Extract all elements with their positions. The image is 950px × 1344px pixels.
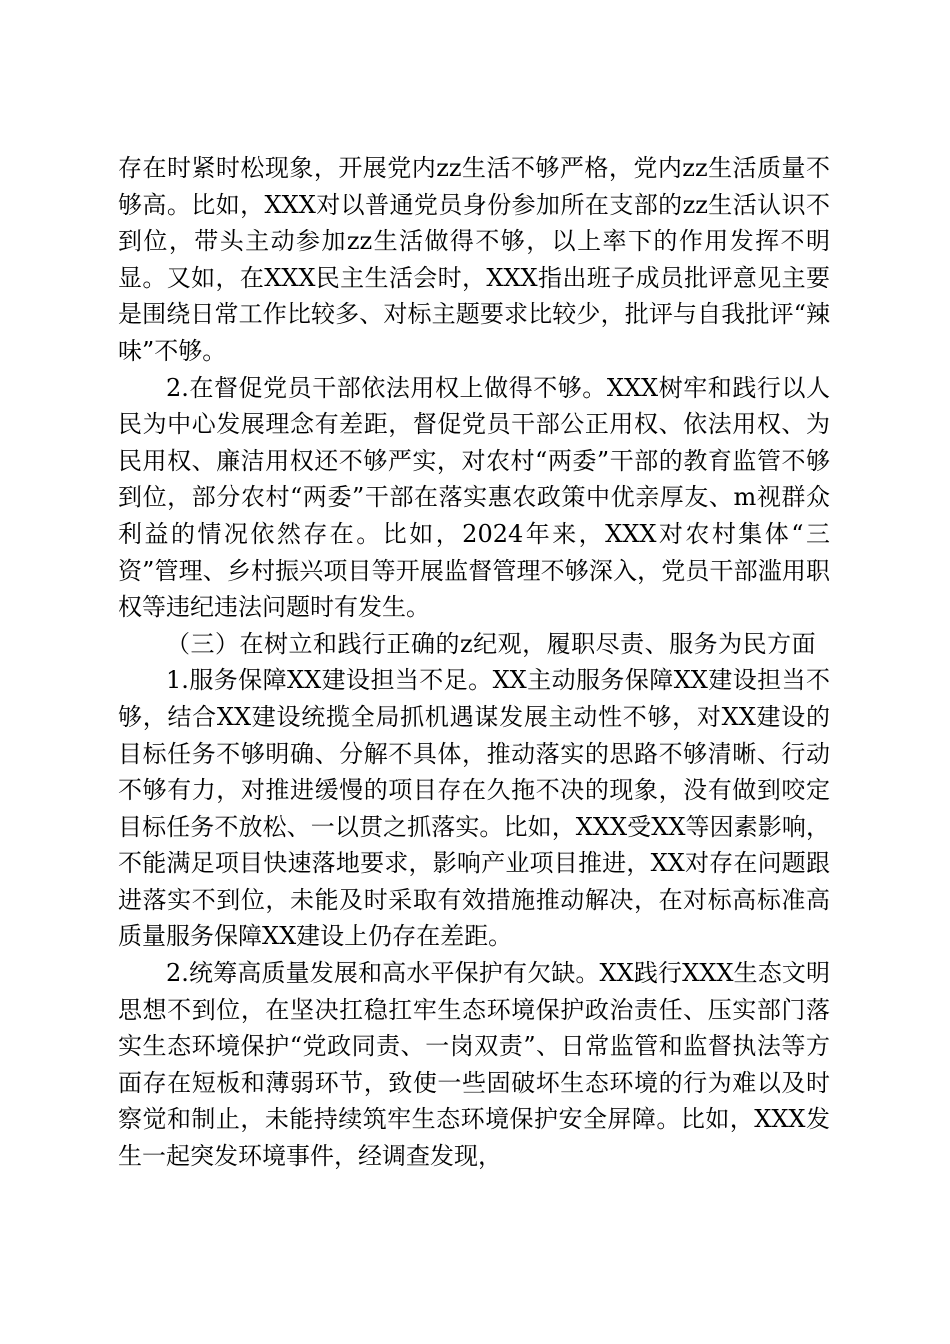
body-paragraph-continued: 存在时紧时松现象，开展党内zz生活不够严格，党内zz生活质量不够高。比如，XXX对以普通党员身份参加所在支部的zz生活认识不到位，带头主动参加zz生活做得不够，以上率下的作用发挥不明显。又如，在XXX民主生活会时，XXX指出班子成员批评意见主要是围绕日常工作比较多、对标主题要求比较少，批评与自我批评“辣味”不够。 — [118, 154, 830, 365]
section-heading-3: （三）在树立和践行正确的z纪观，履职尽责、服务为民方面 — [166, 629, 817, 658]
document-page — [118, 150, 830, 1175]
body-paragraph-point-2: 2.在督促党员干部依法用权上做得不够。XXX树牢和践行以人民为中心发展理念有差距，督促党员干部公正用权、依法用权、为民用权、廉洁用权还不够严实，对农村“两委”干部的教育监管不够到位，部分农村“两委”干部在落实惠农政策中优亲厚友、m视群众利益的情况依然存在。比如，2024年来，XXX对农村集体“三资”管理、乡村振兴项目等开展监督管理不够深入，党员干部滥用职权等违纪违法问题时有发生。 — [118, 373, 830, 622]
body-paragraph-point-3-1: 1.服务保障XX建设担当不足。XX主动服务保障XX建设担当不够，结合XX建设统揽全局抓机遇谋发展主动性不够，对XX建设的目标任务不够明确、分解不具体，推动落实的思路不够清晰、行动不够有力，对推进缓慢的项目存在久拖不决的现象，没有做到咬定目标任务不放松、一以贯之抓落实。比如，XXX受XX等因素影响，不能满足项目快速落地要求，影响产业项目推进，XX对存在问题跟进落实不到位，未能及时采取有效措施推动解决，在对标高标准高质量服务保障XX建设上仍存在差距。 — [118, 666, 830, 951]
body-paragraph-point-3-2: 2.统筹高质量发展和高水平保护有欠缺。XX践行XXX生态文明思想不到位，在坚决扛稳扛牢生态环境保护政治责任、压实部门落实生态环境保护“党政同责、一岗双责”、日常监管和监督执法等方面存在短板和薄弱环节，致使一些固破坏生态环境的行为难以及时察觉和制止，未能持续筑牢生态环境保护安全屏障。比如，XXX发生一起突发环境事件，经调查发现， — [118, 959, 830, 1171]
